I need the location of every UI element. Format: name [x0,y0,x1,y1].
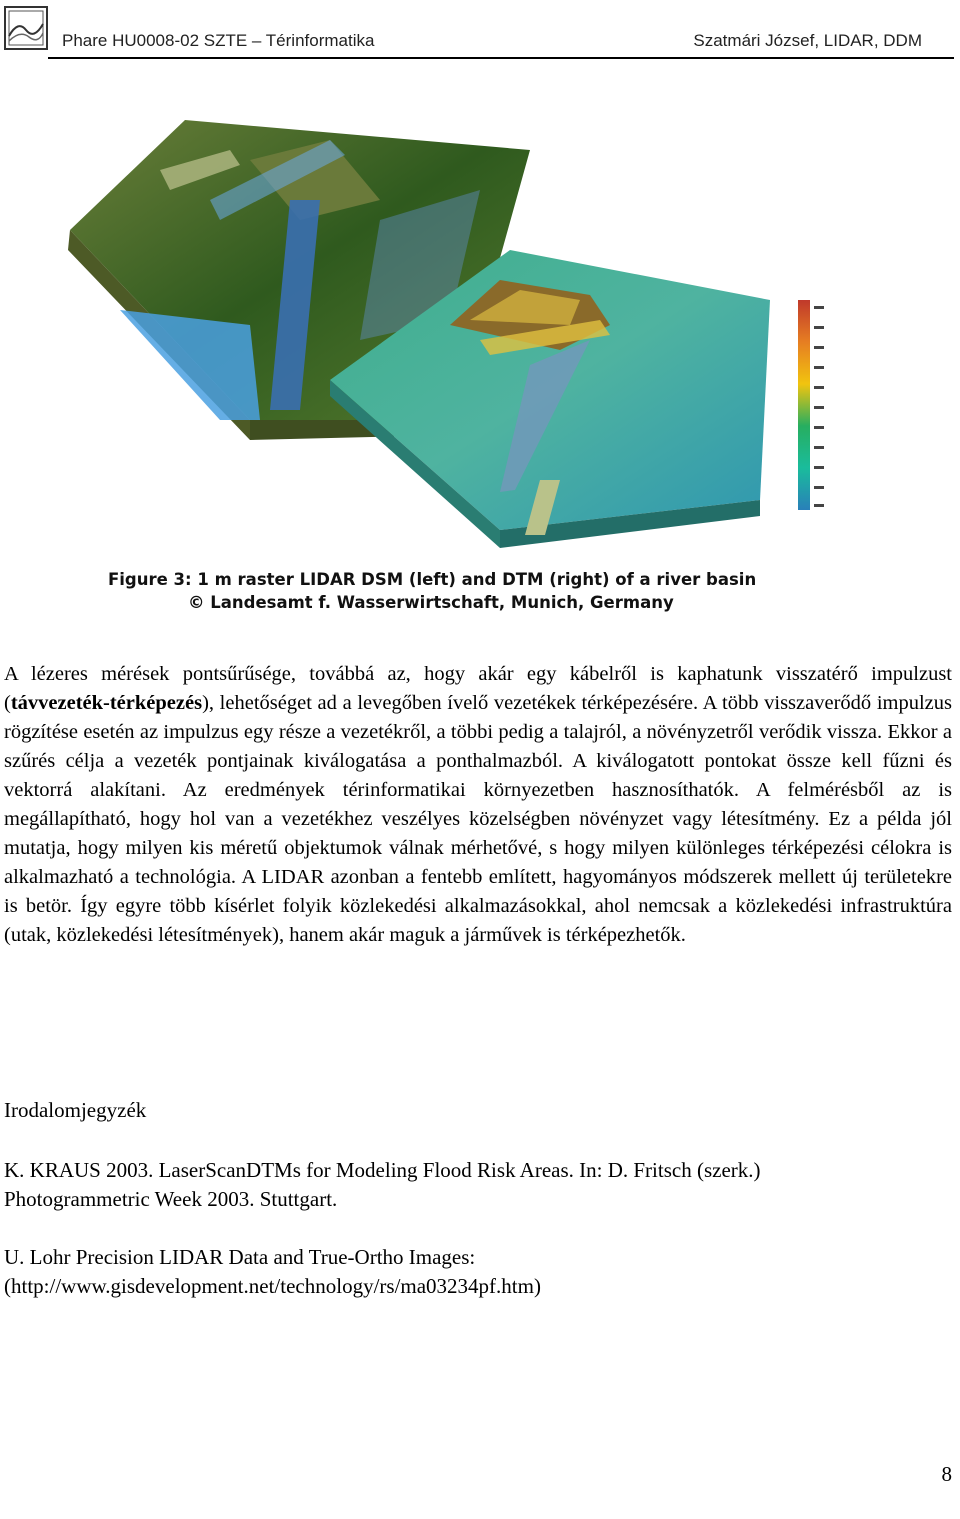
phare-logo-icon [4,6,48,50]
paragraph-text-end: ), lehetőséget ad a levegőben ívelő vezetékek térképezésére. A több visszaverődő impulzus rögzítése esetén az impulzus egy része a vezetékről, a többi pedig a talajról, a növényzetről verődik vissza. Ekkor a szűrés célja a vezeték pontjainak kiválogatása a ponthalmazból. A kiválogatott pontokat össze kell fűzni és vektorrá alakítani. Az eredmények térinformatikai környezetben hasznosíthatók. A felmérésből az is megállapítható, hogy hol van a vezetékhez veszélyes közelségben növényzet vagy létesítmény. Ez a példa jól mutatja, hogy milyen kis méretű objektumok válnak mérhetővé, s hogy milyen különleges térképezési célokra is alkalmazható a technológia. A LIDAR azonban a fentebb említett, hagyományos módszerek mellett új területekre is betör. Így egyre több kísérlet folyik közlekedési alkalmazásokkal, ahol nemcsak a közlekedési infrastruktúra (utak, közlekedési létesítmények), hanem akár maguk a járművek is térképezhetők. [4,692,952,946]
page-number: 8 [941,1462,952,1486]
header-author: Szatmári József, LIDAR, DDM [693,31,922,50]
reference-1-line-2: Photogrammetric Week 2003. Stuttgart. [4,1187,338,1211]
header-project: Phare HU0008-02 SZTE – Térinformatika [62,31,375,50]
elevation-legend [798,300,824,510]
reference-2-line-1: U. Lohr Precision LIDAR Data and True-Ortho Images: [4,1245,476,1269]
page-header [0,0,960,62]
reference-1-line-1: K. KRAUS 2003. LaserScanDTMs for Modeling Flood Risk Areas. In: D. Fritsch (szerk.) [4,1158,761,1182]
body-paragraph [4,660,952,950]
paragraph-text-start: A lézeres mérések pontsűrűsége, továbbá az, hogy akár egy kábelről is kaphatunk visszatérő impulzust ( [4,663,952,714]
reference-item [4,1156,952,1214]
figure-caption-line-2: © Landesamt f. Wasserwirtschaft, Munich, Germany [188,593,674,612]
paragraph-bold-term: távvezeték-térképezés [10,692,203,714]
lidar-figure-image [0,80,960,560]
figure-caption [108,568,756,614]
header-divider [48,57,954,59]
reference-item [4,1243,952,1301]
lidar-figure [0,80,960,620]
figure-caption-line-1: Figure 3: 1 m raster LIDAR DSM (left) and DTM (right) of a river basin [108,570,757,589]
references-title: Irodalomjegyzék [4,1098,147,1122]
reference-2-link[interactable]: (http://www.gisdevelopment.net/technology/rs/ma03234pf.htm) [4,1274,541,1298]
